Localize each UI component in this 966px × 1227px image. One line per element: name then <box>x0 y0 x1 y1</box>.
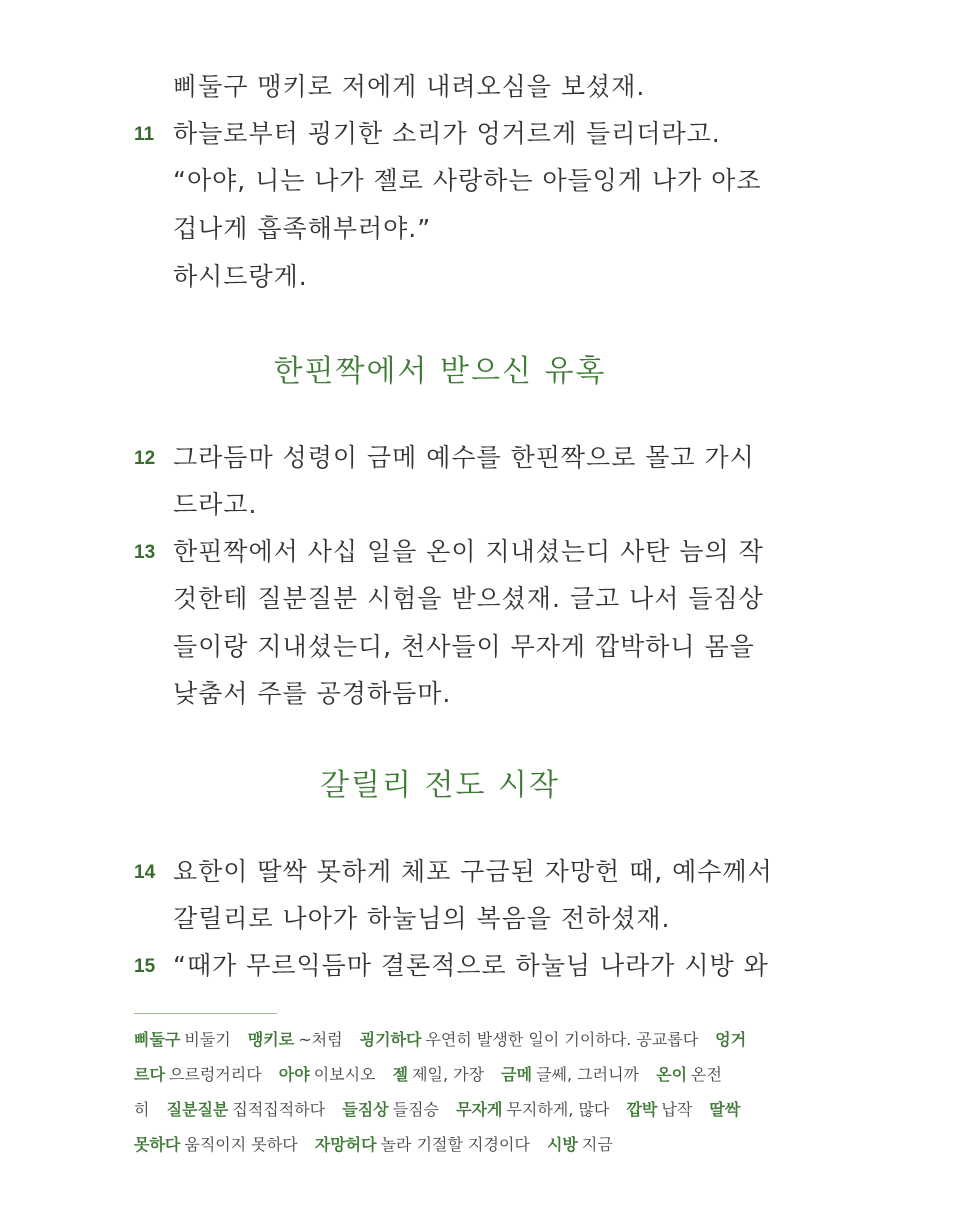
verse-line: 그라듬마 성령이 금메 예수를 한핀짝으로 몰고 가시 <box>173 443 755 472</box>
glossary-definition: 움직이지 못하다 <box>184 1135 298 1154</box>
verse-line: 낮춤서 주를 공경하듬마. <box>173 679 452 708</box>
glossary-definition: 들짐승 <box>392 1100 439 1119</box>
glossary-term: 딸싹 못하다 <box>134 1100 741 1154</box>
verse-line: 것한테 질분질분 시험을 받으셨재. 글고 나서 들짐상 <box>173 584 764 613</box>
glossary-definition: 무지하게, 많다 <box>506 1100 610 1119</box>
verse-line: “아야, 니는 나가 젤로 사랑하는 아들잉게 나가 아조 <box>173 166 762 195</box>
verse-line: 겁나게 흡족해부러야.” <box>173 214 432 243</box>
glossary-term: 자망허다 <box>314 1135 377 1154</box>
verse-line: 요한이 딸싹 못하게 체포 구금된 자망헌 때, 예수께서 <box>173 857 773 886</box>
glossary <box>134 1022 749 1162</box>
glossary-definition: 글쎄, 그러니까 <box>536 1065 640 1084</box>
verse-line: 드라고. <box>173 490 258 519</box>
verse-number: 12 <box>134 448 156 469</box>
glossary-term: 굉기하다 <box>359 1030 422 1049</box>
glossary-definition: 지금 <box>581 1135 613 1154</box>
verse-line: 하시드랑게. <box>173 262 308 291</box>
verse-number: 11 <box>134 124 155 145</box>
glossary-definition: 이보시오 <box>313 1065 376 1084</box>
glossary-term: 엉거르다 <box>134 1030 747 1084</box>
verse-line: 한핀짝에서 사십 일을 온이 지내셨는디 사탄 늠의 작 <box>173 537 764 566</box>
verse-number: 13 <box>134 542 156 563</box>
glossary-term: 금메 <box>501 1065 533 1084</box>
section-heading: 갈릴리 전도 시작 <box>320 768 560 803</box>
glossary-definition: 으르렁거리다 <box>168 1065 262 1084</box>
glossary-definition: 제일, 가장 <box>412 1065 485 1084</box>
glossary-definition: 우연히 발생한 일이 기이하다. 공교롭다 <box>425 1030 699 1049</box>
verse-line: 갈릴리로 나아가 하눌님의 복음을 전하셨재. <box>173 904 671 933</box>
glossary-term: 맹키로 <box>247 1030 295 1049</box>
glossary-definition: 놀라 기절할 지경이다 <box>380 1135 530 1154</box>
verse-line: 들이랑 지내셨는디, 천사들이 무자게 깝박하니 몸을 <box>173 632 755 661</box>
glossary-definition: 비둘기 <box>184 1030 231 1049</box>
glossary-term: 온이 <box>656 1065 688 1084</box>
verse-line: “때가 무르익듬마 결론적으로 하눌님 나라가 시방 와 <box>173 951 769 980</box>
verse-number: 14 <box>134 862 156 883</box>
footnote-divider <box>134 1013 277 1014</box>
glossary-definition: 온전히 <box>134 1065 722 1119</box>
glossary-definition: ~처럼 <box>298 1030 343 1049</box>
verse-line: 하늘로부터 굉기한 소리가 엉거르게 들리더라고. <box>173 119 721 148</box>
glossary-definition: 집적집적하다 <box>232 1100 326 1119</box>
glossary-term: 젤 <box>392 1065 409 1084</box>
glossary-term: 무자게 <box>456 1100 503 1119</box>
glossary-term: 아야 <box>278 1065 310 1084</box>
glossary-term: 삐둘구 <box>134 1030 181 1049</box>
glossary-term: 질분질분 <box>166 1100 229 1119</box>
glossary-term: 시방 <box>546 1135 578 1154</box>
section-heading: 한핀짝에서 받으신 유혹 <box>273 354 607 389</box>
glossary-term: 깝박 <box>626 1100 658 1119</box>
verse-line: 삐둘구 맹키로 저에게 내려오심을 보셨재. <box>173 72 646 101</box>
glossary-definition: 납작 <box>661 1100 693 1119</box>
glossary-term: 들짐상 <box>342 1100 389 1119</box>
verse-number: 15 <box>134 956 156 977</box>
